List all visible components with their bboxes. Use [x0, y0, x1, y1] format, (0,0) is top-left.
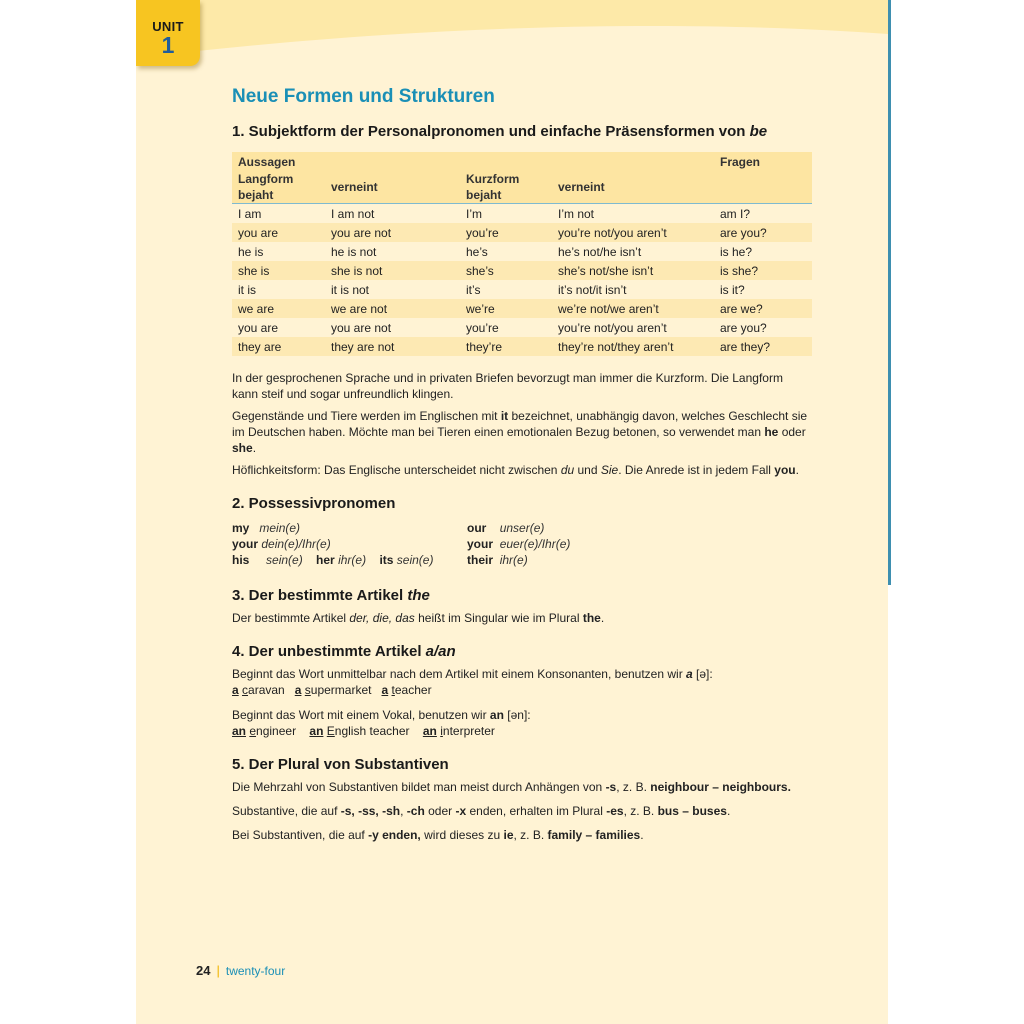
unit-label: UNIT: [152, 19, 184, 34]
table-cell: are you?: [714, 223, 812, 242]
a-examples: a caravan a supermarket a teacher: [232, 683, 432, 697]
poss-your: your dein(e)/Ihr(e): [232, 537, 331, 551]
table-cell: you are: [232, 318, 325, 337]
poss-their: their ihr(e): [467, 553, 528, 567]
page-title: Neue Formen und Strukturen: [232, 86, 495, 107]
table-row: [232, 318, 812, 337]
table-row: [232, 299, 812, 318]
table-group-header-row: [232, 152, 812, 171]
table-cell: you’re not/you aren’t: [552, 318, 714, 337]
table-cell: is it?: [714, 280, 812, 299]
table-cell: is he?: [714, 242, 812, 261]
table-cell: you’re not/you aren’t: [552, 223, 714, 242]
table-cell: are we?: [714, 299, 812, 318]
footer-separator: |: [216, 963, 220, 978]
table-cell: they’re: [460, 337, 552, 356]
para-plural-es: Substantive, die auf -s, -ss, -sh, -ch oder -x enden, erhalten im Plural -es, z. B. bus – buses.: [232, 804, 731, 818]
header-statements: Aussagen: [238, 154, 296, 169]
table-row: [232, 280, 812, 299]
table-cell: it’s: [460, 280, 552, 299]
be-forms-table: [232, 152, 812, 356]
top-decor-band: [136, 0, 888, 60]
table-cell: she is: [232, 261, 325, 280]
table-cell: it is not: [325, 280, 460, 299]
table-cell: they’re not/they aren’t: [552, 337, 714, 356]
table-cell: they are not: [325, 337, 460, 356]
table-cell: we are not: [325, 299, 460, 318]
table-row: [232, 337, 812, 356]
table-cell: he’s: [460, 242, 552, 261]
page-edge-strip: [888, 0, 891, 585]
table-cell: he is: [232, 242, 325, 261]
section1-heading: 1. Subjektform der Personalpronomen und einfache Präsensformen von be: [232, 123, 768, 140]
table-column-header-row: Langform bejaht verneint Kurzform bejaht verneint: [232, 171, 812, 204]
table-cell: you are not: [325, 223, 460, 242]
page-number-word: twenty-four: [225, 964, 286, 978]
table-cell: we are: [232, 299, 325, 318]
table-cell: he’s not/he isn’t: [552, 242, 714, 261]
table-cell: I am not: [325, 204, 460, 224]
para-definite-article: Der bestimmte Artikel der, die, das heißt im Singular wie im Plural the.: [232, 611, 605, 625]
table-cell: they are: [232, 337, 325, 356]
table-cell: she’s: [460, 261, 552, 280]
section3-heading: 3. Der bestimmte Artikel the: [232, 587, 430, 604]
table-cell: we’re: [460, 299, 552, 318]
para-a-rule: Beginnt das Wort unmittelbar nach dem Artikel mit einem Konsonanten, benutzen wir a [ə]:: [232, 667, 713, 681]
para-short-forms: In der gesprochenen Sprache und in privaten Briefen bevorzugt man immer die Kurzform. Die Langform kann steif und sogar unfreundlich klingen.: [232, 371, 783, 401]
table-row: [232, 261, 812, 280]
unit-tab: [136, 0, 200, 66]
table-cell: am I?: [714, 204, 812, 224]
para-plural-ies: Bei Substantiven, die auf -y enden, wird dieses zu ie, z. B. family – families.: [232, 828, 644, 842]
table-cell: it is: [232, 280, 325, 299]
section4-heading: 4. Der unbestimmte Artikel a/an: [232, 643, 456, 660]
poss-our: our unser(e): [467, 521, 545, 535]
table-row: [232, 242, 812, 261]
table-cell: I’m: [460, 204, 552, 224]
table-cell: we’re not/we aren’t: [552, 299, 714, 318]
an-examples: an engineer an English teacher an interpreter: [232, 724, 495, 738]
table-cell: is she?: [714, 261, 812, 280]
table-cell: I’m not: [552, 204, 714, 224]
table-cell: you’re: [460, 223, 552, 242]
poss-his-her-its: his sein(e) her ihr(e) its sein(e): [232, 553, 434, 567]
para-politeness: Höflichkeitsform: Das Englische unterscheidet nicht zwischen du und Sie. Die Anrede ist in jedem Fall you.: [232, 463, 799, 477]
para-an-rule: Beginnt das Wort mit einem Vokal, benutzen wir an [ən]:: [232, 708, 531, 722]
page-footer: [196, 963, 285, 978]
poss-my: my mein(e): [232, 521, 301, 535]
table-row: [232, 204, 812, 224]
table-cell: you’re: [460, 318, 552, 337]
header-questions: Fragen: [720, 154, 761, 169]
table-cell: are they?: [714, 337, 812, 356]
section2-heading: 2. Possessivpronomen: [232, 495, 396, 512]
table-row: [232, 223, 812, 242]
table-cell: I am: [232, 204, 325, 224]
table-cell: you are: [232, 223, 325, 242]
page-content: [232, 84, 812, 843]
possessive-list: [232, 520, 812, 570]
unit-number: 1: [161, 32, 175, 58]
section5-heading: 5. Der Plural von Substantiven: [232, 756, 449, 773]
para-it-usage: Gegenstände und Tiere werden im Englischen mit it bezeichnet, unabhängig davon, welches Geschlecht sie im Deutschen haben. Möchte man bei Tieren einen emotionalen Bezug betonen, so verwendet man he oder she.: [232, 409, 808, 455]
table-cell: it’s not/it isn’t: [552, 280, 714, 299]
para-plural-s: Die Mehrzahl von Substantiven bildet man meist durch Anhängen von -s, z. B. neighbour – neighbours.: [232, 780, 791, 794]
table-cell: are you?: [714, 318, 812, 337]
poss-your-plural: your euer(e)/Ihr(e): [467, 537, 571, 551]
table-cell: you are not: [325, 318, 460, 337]
table-cell: she is not: [325, 261, 460, 280]
table-cell: she’s not/she isn’t: [552, 261, 714, 280]
table-cell: he is not: [325, 242, 460, 261]
page-number: 24: [196, 963, 211, 978]
